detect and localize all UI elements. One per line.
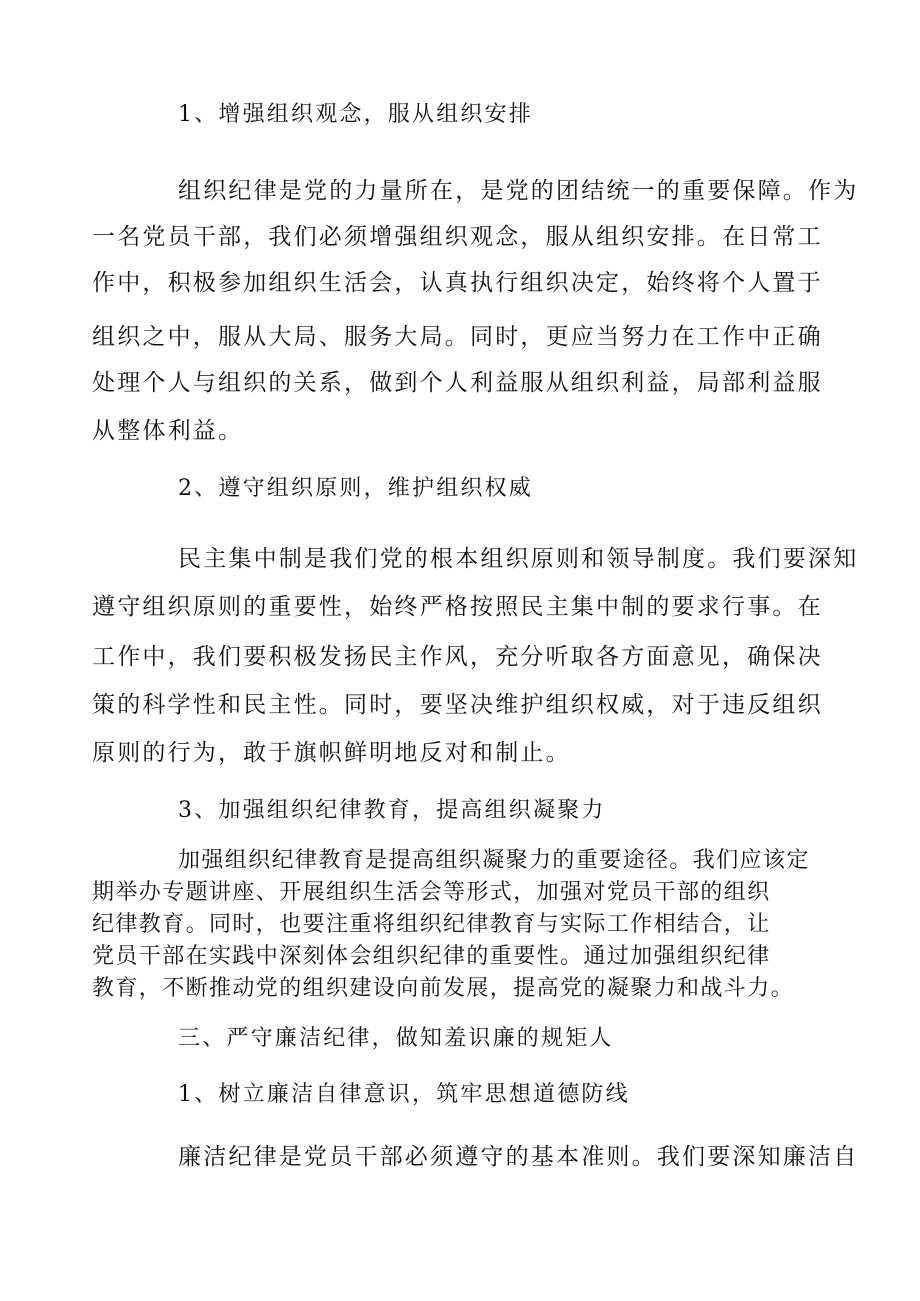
paragraph-line: 遵守组织原则的重要性，始终严格按照民主集中制的要求行事。在 [92, 594, 823, 620]
paragraph-line: 加强组织纪律教育是提高组织凝聚力的重要途径。我们应该定 [178, 848, 810, 873]
paragraph-line: 策的科学性和民主性。同时，要坚决维护组织权威，对于违反组织 [92, 692, 823, 718]
section-heading: 3、加强组织纪律教育，提高组织凝聚力 [178, 798, 606, 823]
paragraph-line: 廉洁纪律是党员干部必须遵守的基本准则。我们要深知廉洁自 [178, 1144, 859, 1170]
paragraph-line: 工作中，我们要积极发扬民主作风，充分听取各方面意见，确保决 [92, 644, 823, 670]
paragraph-line: 一名党员干部，我们必须增强组织观念，服从组织安排。在日常工 [92, 224, 823, 250]
paragraph-line: 原则的行为，敢于旗帜鲜明地反对和制止。 [92, 740, 571, 766]
paragraph-line: 组织之中，服从大局、服务大局。同时，更应当努力在工作中正确 [92, 324, 823, 350]
part-heading: 三、严守廉洁纪律，做知羞识廉的规矩人 [178, 1026, 614, 1051]
paragraph-line: 组织纪律是党的力量所在，是党的团结统一的重要保障。作为 [178, 178, 859, 204]
paragraph-line: 纪律教育。同时，也要注重将组织纪律教育与实际工作相结合，让 [92, 912, 771, 937]
section-heading: 1、增强组织观念，服从组织安排 [178, 102, 533, 127]
paragraph-line: 作中，积极参加组织生活会，认真执行组织决定，始终将个人置于 [92, 270, 823, 296]
paragraph-line: 民主集中制是我们党的根本组织原则和领导制度。我们要深知 [178, 546, 859, 572]
section-heading: 2、遵守组织原则，维护组织权威 [178, 476, 533, 501]
paragraph-line: 从整体利益。 [92, 418, 244, 444]
paragraph-line: 教育，不断推动党的组织建设向前发展，提高党的凝聚力和战斗力。 [92, 976, 795, 1001]
paragraph-line: 期举办专题讲座、开展组织生活会等形式，加强对党员干部的组织 [92, 880, 771, 905]
section-heading: 1、树立廉洁自律意识，筑牢思想道德防线 [178, 1082, 630, 1107]
paragraph-line: 党员干部在实践中深刻体会组织纪律的重要性。通过加强组织纪律 [92, 944, 771, 969]
paragraph-line: 处理个人与组织的关系，做到个人利益服从组织利益，局部利益服 [92, 370, 823, 396]
